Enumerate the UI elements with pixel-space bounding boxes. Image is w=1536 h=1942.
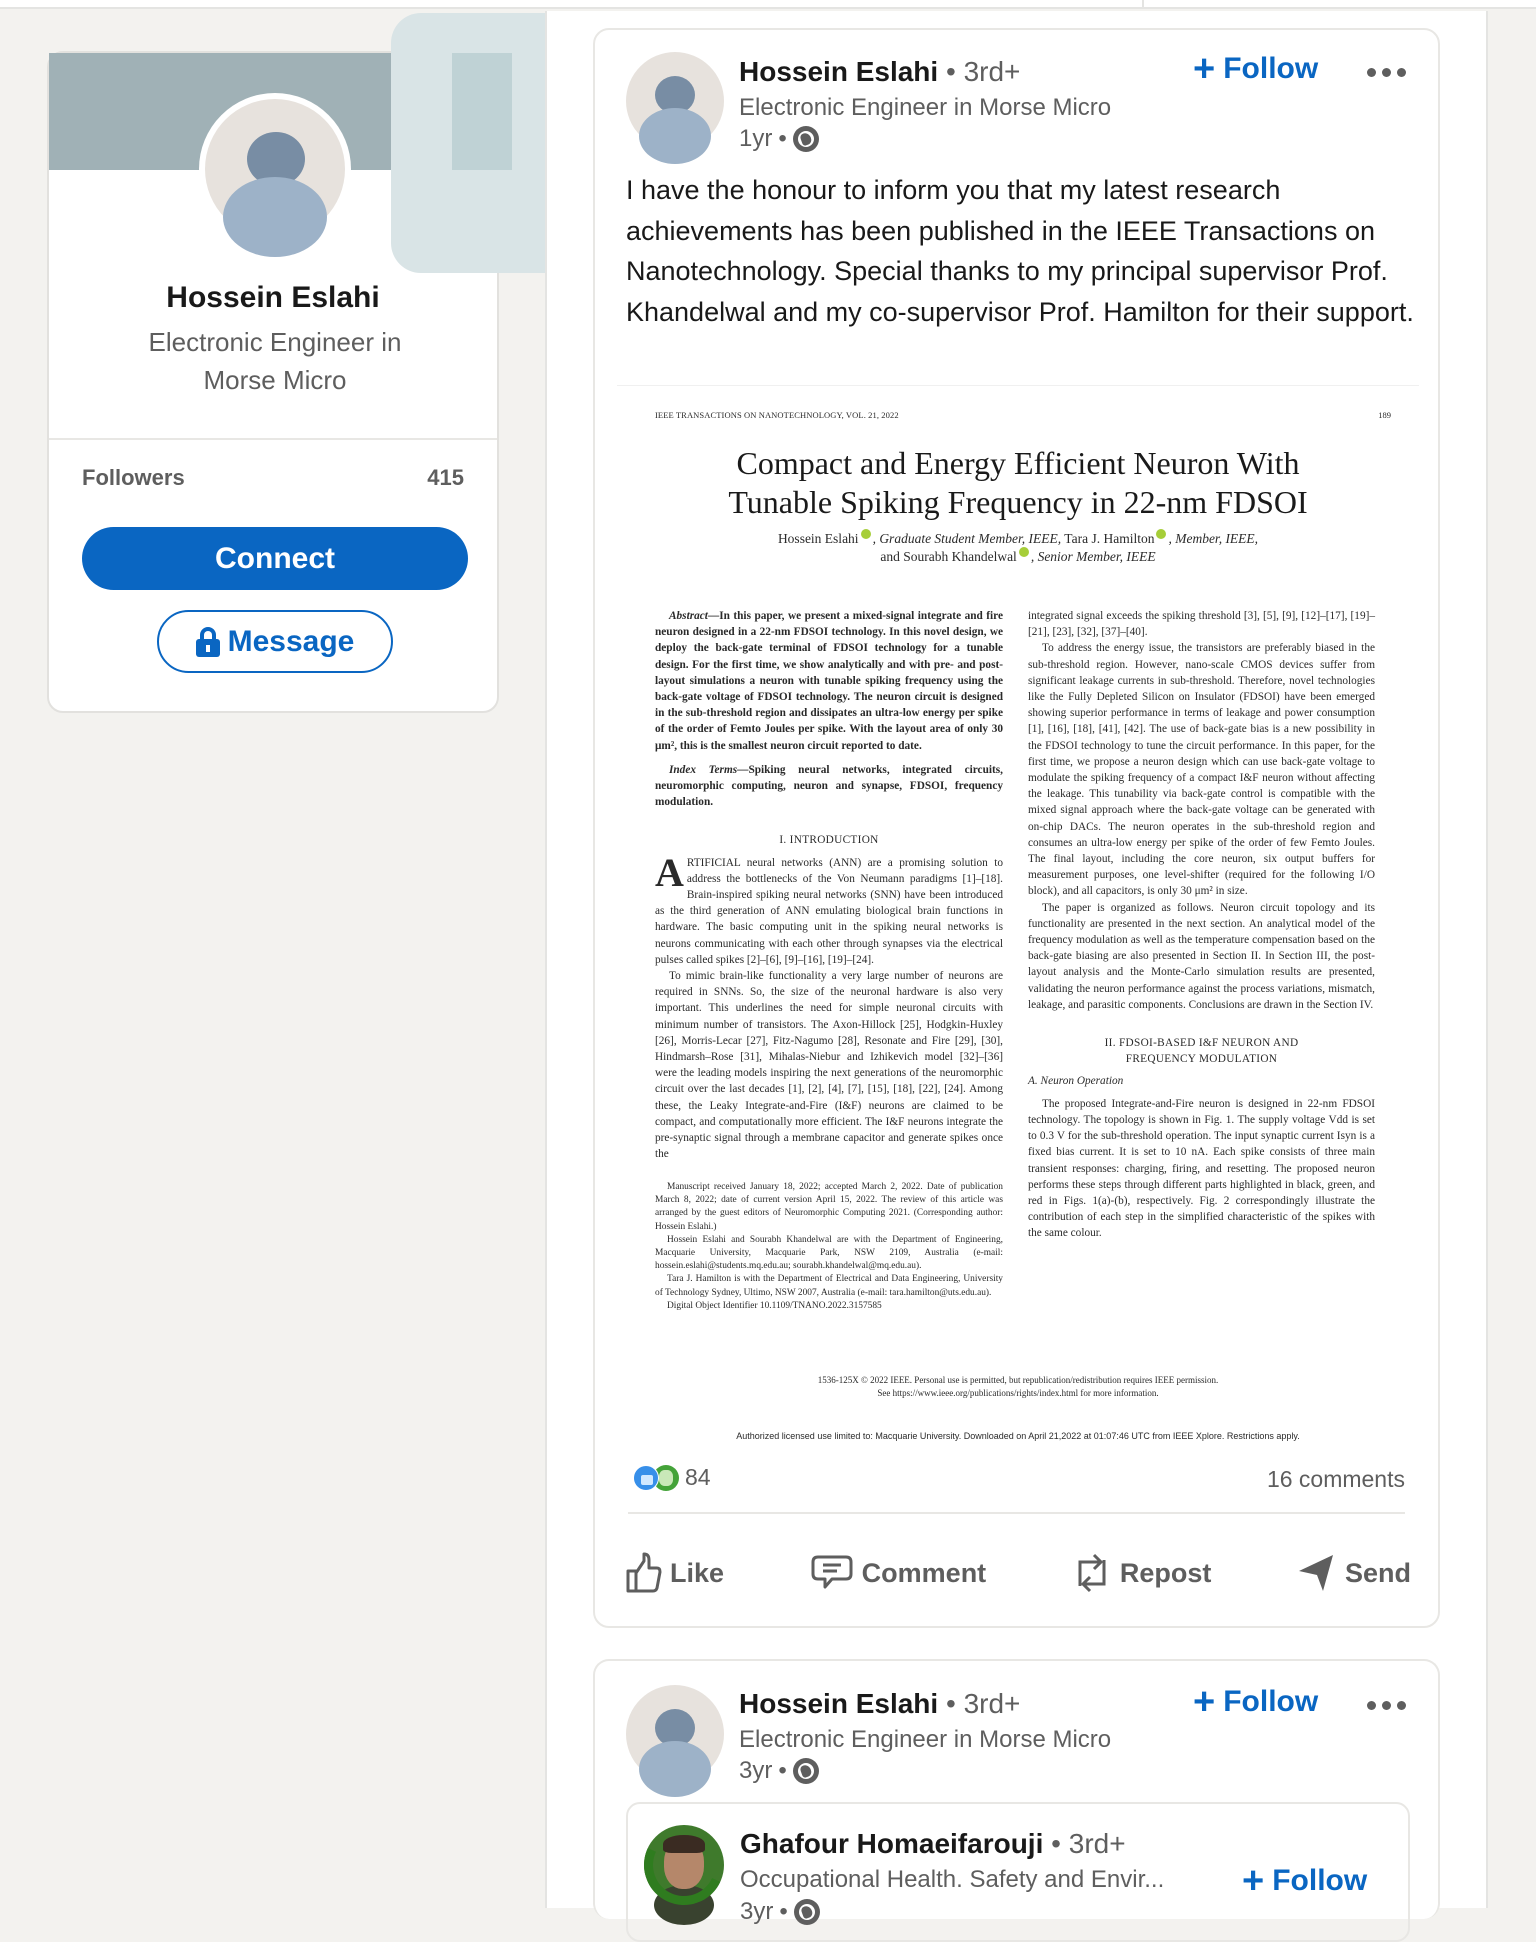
follow-button[interactable]: + Follow	[1193, 48, 1319, 90]
paper-authors: Hossein Eslahi , Graduate Student Member, IEEE, Tara J. Hamilton , Member, IEEE, and Sourabh Khandelwal , Senior Member, IEEE	[777, 531, 1259, 564]
profile-headline: Electronic Engineer in Morse Micro	[148, 327, 402, 395]
follow-button[interactable]: + Follow	[1242, 1860, 1368, 1902]
connect-button[interactable]: Connect	[82, 527, 468, 590]
nav-divider	[1142, 0, 1144, 9]
paper-title: Compact and Energy Efficient Neuron With Tunable Spiking Frequency in 22-nm FDSOI	[728, 445, 1308, 520]
lock-icon	[196, 627, 220, 657]
globe-icon	[793, 126, 819, 152]
followers-count: 415	[427, 465, 464, 490]
shared-author-headline: Occupational Health. Safety and Envir...	[740, 1866, 1165, 1893]
send-button[interactable]: Send	[1297, 1551, 1411, 1595]
author-headline: Electronic Engineer in Morse Micro	[739, 1726, 1112, 1753]
divider	[49, 438, 497, 440]
paper-copyright: 1536-125X © 2022 IEEE. Personal use is permitted, but republication/redistribution requires IEEE permission. See https://www.ieee.org/publications/rights/index.html for more information.	[817, 1375, 1219, 1398]
connection-degree: 3rd+	[963, 1688, 1021, 1719]
plus-icon: +	[1242, 1860, 1265, 1902]
shared-author-avatar[interactable]	[644, 1825, 724, 1905]
post-text: I have the honour to inform you that my latest research achievements has been published in the IEEE Transactions on Nanotechnology. Special thanks to my principal supervisor Prof. Khandelwal and my co-supervisor Prof. Hamilton for their support.	[626, 175, 1414, 327]
plus-icon: +	[1193, 1681, 1216, 1723]
globe-icon	[794, 1899, 820, 1925]
shared-post-time: 3yr •	[740, 1898, 820, 1926]
followers-row	[82, 465, 464, 491]
more-options-icon[interactable]	[1367, 68, 1406, 77]
shared-author-name[interactable]: Ghafour Homaeifarouji • 3rd+	[740, 1828, 1126, 1859]
paper-license: Authorized licensed use limited to: Macquarie University. Downloaded on April 21,2022 at 01:07:46 UTC from IEEE Xplore. Restrictions apply.	[736, 1431, 1300, 1441]
reactions-summary[interactable]	[633, 1464, 711, 1491]
post-time: 3yr •	[739, 1757, 819, 1785]
author-avatar[interactable]	[626, 52, 724, 150]
send-icon	[1297, 1551, 1337, 1595]
connection-degree: 3rd+	[963, 56, 1021, 87]
like-button[interactable]: Like	[622, 1551, 724, 1595]
globe-icon	[793, 1758, 819, 1784]
profile-card	[47, 51, 499, 713]
author-name[interactable]: Hossein Eslahi • 3rd+	[739, 1688, 1021, 1719]
open-to-work-badge	[633, 1814, 736, 1917]
feed-post	[593, 1659, 1440, 1925]
more-options-icon[interactable]	[1367, 1701, 1406, 1710]
paper-journal: IEEE TRANSACTIONS ON NANOTECHNOLOGY, VOL. 21, 2022	[655, 410, 899, 420]
section-heading: II. FDSOI-BASED I&F NEURON AND FREQUENCY MODULATION	[1104, 1037, 1299, 1066]
paper-page: 189	[1378, 410, 1391, 420]
author-name[interactable]: Hossein Eslahi • 3rd+	[739, 56, 1021, 87]
comment-icon	[810, 1553, 854, 1593]
message-label: Message	[227, 624, 355, 658]
post-actions	[622, 1548, 1411, 1598]
comments-count[interactable]: 16 comments	[1266, 1466, 1405, 1492]
paper-image[interactable]	[617, 385, 1419, 1444]
author-avatar[interactable]	[626, 1685, 724, 1783]
subsection-heading: A. Neuron Operation	[1028, 1075, 1124, 1088]
plus-icon: +	[1193, 48, 1216, 90]
top-nav-strip	[0, 0, 1536, 9]
follow-button[interactable]: + Follow	[1193, 1681, 1319, 1723]
message-button[interactable]	[157, 610, 393, 673]
profile-avatar[interactable]	[199, 93, 351, 245]
divider	[628, 1512, 1405, 1514]
thumbs-up-icon	[622, 1551, 662, 1595]
followers-label: Followers	[82, 465, 185, 490]
paper-left-column: Abstract—In this paper, we present a mixed-signal integrate and fire neuron designed in a 22-nm FDSOI technology. In this novel design, we deploy the back-gate terminal of FDSOI technology for a tunable design. For the first time, we show analytically and with pre- and post-layout simulations a neuron with tunable spiking frequency using the back-gate voltage of FDSOI technology. The neuron circuit is designed in the sub-threshold region and dissipates an ultra-low energy per spike of the order of Femto Joules per spike. With the layout area of only 30 μm², this is the smallest neuron circuit reported to date. Index Terms—Spiking neural networks, integrated circuits, neuromorphic computing, neuron and synapse, FDSOI, frequency modulation. I. INTRODUCTION ARTIFICIAL neural networks (ANN) are a promising solution to address the bottlenecks of the Von Neumann paradigms [1]–[18]. Brain-inspired spiking neural networks (SNN) have been introduced as the third generation of ANN emulating biological brain functions in hardware. The basic computing unit in the spiking neural networks is neurons communicating with each other through synapses via the electrical pulses called spikes [2]–[6], [9]–[16], [19]–[24]. To mimic brain-like functionality a very large number of neurons are required in SNNs. So, the size of the neuronal hardware is also very important. This underlines the need for simple neuronal circuits with minimum number of transistors. The Axon-Hillock [25], Hodgkin-Huxley [26], Morris-Lecar [27], Fitz-Nagumo [28], Resonate and Fire [29], [30], Hindmarsh–Rose [31], Mihalas-Niebur and Izhikevich model [32]–[36] were the leading models inspiring the next generations of the neuromorphic circuit over the last decades [1], [2], [4], [7], [15], [18], [22], [24]. Among these, the Leaky Integrate-and-Fire (I&F) neurons are claimed to be compact, and computationally more efficient. The I&F neurons integrate the pre-synaptic signal through a membrane capacitor and generate spikes once the	[655, 610, 1003, 1161]
comment-button[interactable]: Comment	[810, 1553, 987, 1593]
paper-right-column: integrated signal exceeds the spiking threshold [3], [5], [9], [12]–[17], [19]–[21], [23], [32], [37]–[40]. To address the energy issue, the transistors are preferably biased in the sub-threshold region. However, nano-scale CMOS devices suffer from significant leakage currents in sub-threshold. Therefore, novel technologies like the Fully Depleted Silicon on Insulator (FDSOI) have been emerged showing superior performance in terms of leakage and power consumption [1], [16], [18], [41], [42]. The use of back-gate bias is a new possibility in the FDSOI technology to tune the circuit performance. In this paper, for the first time, we propose a neuron design which can use back-gate voltage to modulate the spiking frequency of a compact I&F neuron without affecting the leakage. This tunability via back-gate control is compatible with the mixed signal approach where the back-gate voltage can be generated with on-chip DACs. The neuron operates in the sub-threshold region and consumes an ultra-low energy per spike of the order of few Femto Joules. The final layout, including the core neuron, six output buffers for measurement purposes, one level-shifter (required for the following I/O block), and all capacitors, is only 30 μm² in size. The paper is organized as follows. Neuron circuit topology and its functionality are presented in the next section. An analytical model of the frequency modulation as well as the temperature compensation based on the back-gate biasing are also presented in Section II. In Section III, the post-layout analysis and the Monte-Carlo simulation results are presented, validating the neuron performance against the process variations, mismatch, leakage, and parasitic components. Conclusions are drawn in the Section IV. II. FDSOI-BASED I&F NEURON AND FREQUENCY MODULATION A. Neuron Operation The proposed Integrate-and-Fire neuron is designed in 22-nm FDSOI technology. The topology is shown in Fig. 1. The supply voltage Vdd is set to 0.3 V for the sub-threshold operation. The input synaptic current Isyn is a fixed bias current. It is set to 10 nA. Each spike consists of three main transient responses: charging, firing, and resetting. The proposed neuron performs these steps through different parts highlighted in black, green, and red in Figs. 1(a)-(b), respectively. Fig. 2 correspondingly illustrate the contribution of each step in the simplified characteristic of the spikes with the same colour.	[1028, 610, 1375, 1240]
feed-post	[593, 28, 1440, 1628]
profile-name[interactable]: Hossein Eslahi	[166, 281, 380, 314]
reaction-count: 84	[685, 1464, 711, 1490]
orcid-icon	[1019, 547, 1029, 557]
repost-button[interactable]: Repost	[1072, 1550, 1212, 1596]
section-heading: I. INTRODUCTION	[779, 834, 879, 847]
author-headline: Electronic Engineer in Morse Micro	[739, 94, 1112, 121]
shared-post-card[interactable]	[626, 1802, 1410, 1942]
post-time: 1yr •	[739, 125, 819, 153]
like-reaction-icon	[633, 1465, 659, 1491]
repost-icon	[1072, 1550, 1112, 1596]
orcid-icon	[861, 529, 871, 539]
paper-footnote: Manuscript received January 18, 2022; accepted March 2, 2022. Date of publication March 8, 2022; date of current version April 15, 2022. The review of this article was arranged by the guest editors of Neuromorphic Computing 2021. (Corresponding author: Hossein Eslahi.) Hossein Eslahi and Sourabh Khandelwal are with the Department of Engineering, Macquarie University, Macquarie Park, NSW 2109, Australia (e-mail: hossein.eslahi@students.mq.edu.au; sourabh.khandelwal@mq.edu.au). Tara J. Hamilton is with the Department of Electrical and Data Engineering, University of Technology Sydney, Ultimo, NSW 2007, Australia (e-mail: tara.hamilton@uts.edu.au). Digital Object Identifier 10.1109/TNANO.2022.3157585	[655, 1182, 1003, 1311]
orcid-icon	[1156, 529, 1166, 539]
